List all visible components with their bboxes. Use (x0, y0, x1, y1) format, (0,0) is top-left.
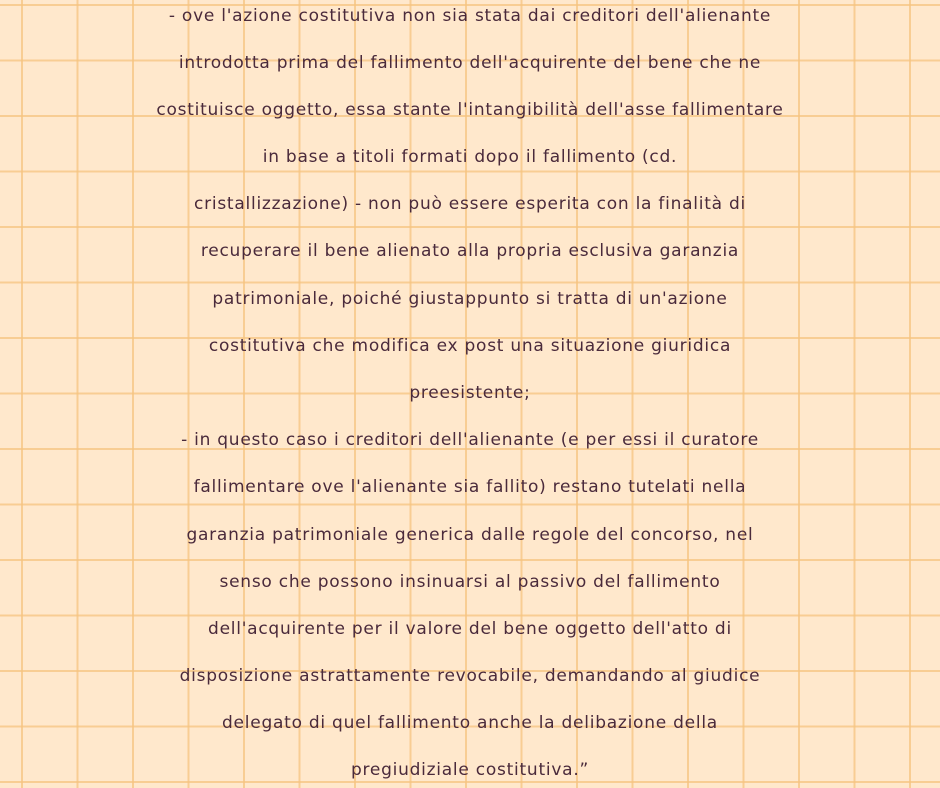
quote-line: - ove l'azione costitutiva non sia stata dai creditori dell'alienante (168, 6, 772, 26)
quote-line: - in questo caso i creditori dell'alienante (e per essi il curatore (181, 430, 759, 450)
quote-line: disposizione astrattamente revocabile, demandando al giudice (179, 666, 761, 686)
quote-line: in base a titoli formati dopo il fallimento (cd. (262, 147, 678, 167)
quote-line: costituisce oggetto, essa stante l'intangibilità dell'asse fallimentare (156, 100, 784, 120)
quote-line: dell'acquirente per il valore del bene oggetto dell'atto di (208, 619, 732, 639)
quote-line: pregiudiziale costitutiva.” (350, 760, 590, 780)
quote-line: introdotta prima del fallimento dell'acquirente del bene che ne (178, 53, 762, 73)
quote-line: costitutiva che modifica ex post una situazione giuridica (208, 336, 732, 356)
quote-line: recuperare il bene alienato alla propria esclusiva garanzia (200, 241, 740, 261)
quote-line: patrimoniale, poiché giustappunto si tratta di un'azione (212, 289, 728, 309)
quote-line: senso che possono insinuarsi al passivo del fallimento (219, 572, 721, 592)
quote-line: fallimentare ove l'alienante sia fallito) restano tutelati nella (193, 477, 747, 497)
quote-line: delegato di quel fallimento anche la delibazione della (222, 713, 718, 733)
quote-line: cristallizzazione) - non può essere esperita con la finalità di (194, 194, 746, 214)
quote-line: garanzia patrimoniale generica dalle regole del concorso, nel (186, 525, 754, 545)
quote-line: preesistente; (409, 383, 531, 403)
